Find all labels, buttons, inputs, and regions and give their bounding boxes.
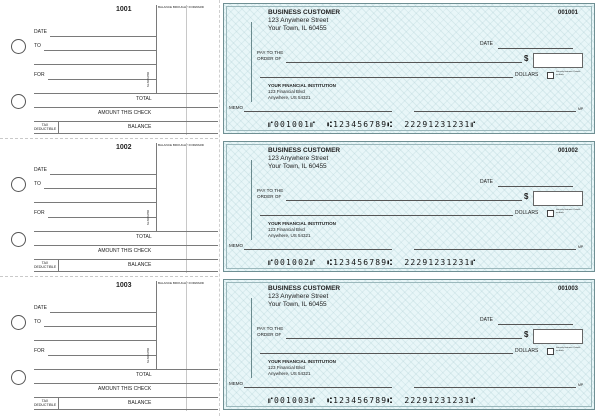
pay-to-order-label	[257, 326, 293, 338]
check-number-text: 001001	[558, 10, 579, 16]
stub-total-top-line	[34, 93, 218, 94]
stub-for-label: FOR	[34, 348, 45, 354]
stub-amount-column-line	[186, 281, 187, 411]
stub-to-line-2[interactable]	[34, 340, 156, 341]
stub-check-number: 1002	[116, 144, 132, 151]
customer-street: 123 Anywhere Street	[268, 17, 329, 24]
micr-check-number: ⑈001001⑈	[268, 120, 317, 129]
signature-mark: MP	[578, 383, 584, 387]
payee-line[interactable]	[286, 62, 522, 63]
check-date-label: DATE	[480, 41, 493, 47]
bank-street: 123 Financial Blvd	[268, 89, 305, 94]
stub-deposits-label: DEPOSITS	[146, 210, 150, 226]
stub-tax-deductible-text: TAX DEDUCTIBLE	[34, 261, 57, 270]
stub-to-line[interactable]	[44, 50, 156, 51]
stub-separator	[0, 138, 218, 139]
stub-check-number: 1001	[116, 6, 132, 13]
customer-name: BUSINESS CUSTOMER	[268, 285, 341, 292]
stub-separator	[0, 276, 218, 277]
amount-words-line[interactable]	[260, 353, 513, 354]
check-stub	[0, 276, 218, 414]
stub-balance-brought-forward-label: BALANCE BROUGHT FORWARD	[158, 5, 204, 9]
dollars-label: DOLLARS	[515, 210, 539, 216]
check-body	[223, 279, 595, 410]
check-stub	[0, 138, 218, 276]
stub-date-label: DATE	[34, 305, 47, 311]
binder-hole	[11, 370, 26, 385]
payee-bracket	[251, 298, 252, 378]
stub-amount-line	[34, 121, 218, 122]
stub-total-line	[34, 107, 218, 108]
bank-street: 123 Financial Blvd	[268, 365, 305, 370]
micr-check-number: ⑈001002⑈	[268, 258, 317, 267]
micr-account-number: 22291231231⑈	[404, 258, 477, 267]
security-note	[556, 209, 582, 214]
stub-date-line[interactable]	[50, 174, 156, 175]
stub-total-line	[34, 383, 218, 384]
pay-to-order-text: PAY TO THE ORDER OF	[257, 326, 284, 338]
stub-balance-brought-forward-label: BALANCE BROUGHT FORWARD	[158, 281, 204, 285]
payee-line[interactable]	[286, 338, 522, 339]
bank-city: Anywhere, US 54321	[268, 371, 311, 376]
stub-amount-column-line	[186, 143, 187, 273]
stub-deposit-column-line	[156, 143, 157, 231]
pay-to-order-text: PAY TO THE ORDER OF	[257, 50, 284, 62]
stub-deposit-column-line	[156, 281, 157, 369]
payee-bracket	[251, 22, 252, 102]
security-note	[556, 347, 582, 352]
stub-balance-label: BALANCE	[128, 262, 152, 268]
stub-date-label: DATE	[34, 167, 47, 173]
stub-to-label: TO	[34, 181, 41, 187]
amount-words-line[interactable]	[260, 77, 513, 78]
pay-to-order-text: PAY TO THE ORDER OF	[257, 188, 284, 200]
check-date-line[interactable]	[498, 324, 573, 325]
dollar-sign: $	[524, 54, 529, 63]
stub-amount-line	[34, 259, 218, 260]
dollars-label: DOLLARS	[515, 348, 539, 354]
stub-balance-label: BALANCE	[128, 400, 152, 406]
stub-total-line	[34, 245, 218, 246]
stub-to-line-2[interactable]	[34, 64, 156, 65]
stub-to-label: TO	[34, 319, 41, 325]
dollar-sign: $	[524, 192, 529, 201]
dollars-label: DOLLARS	[515, 72, 539, 78]
stub-check-number: 1003	[116, 282, 132, 289]
check-row	[0, 276, 600, 414]
stub-amount-this-check-label: AMOUNT THIS CHECK	[98, 386, 152, 392]
check-body	[223, 3, 595, 134]
security-note-text: Security features. Details on back.	[556, 209, 581, 214]
stub-deposits-label: DEPOSITS	[146, 72, 150, 88]
stub-amount-this-check-label: AMOUNT THIS CHECK	[98, 110, 152, 116]
security-note	[556, 71, 582, 76]
stub-tax-deductible-label	[34, 123, 56, 131]
check-stub	[0, 0, 218, 138]
stub-for-line[interactable]	[48, 217, 156, 218]
check-date-label: DATE	[480, 317, 493, 323]
bank-name: YOUR FINANCIAL INSTITUTION	[268, 221, 336, 226]
binder-hole	[11, 232, 26, 247]
stub-deposit-column-line	[156, 5, 157, 93]
stub-tax-divider	[58, 121, 59, 133]
bank-city: Anywhere, US 54321	[268, 233, 311, 238]
customer-name: BUSINESS CUSTOMER	[268, 147, 341, 154]
memo-line[interactable]	[244, 249, 392, 250]
stub-tax-deductible-text: TAX DEDUCTIBLE	[34, 399, 57, 408]
bank-name: YOUR FINANCIAL INSTITUTION	[268, 359, 336, 364]
micr-line	[268, 397, 477, 405]
bank-name: YOUR FINANCIAL INSTITUTION	[268, 83, 336, 88]
micr-line	[268, 121, 477, 129]
payee-line[interactable]	[286, 200, 522, 201]
signature-mark: MP	[578, 245, 584, 249]
stub-balance-label: BALANCE	[128, 124, 152, 130]
memo-label: MEMO	[229, 105, 243, 110]
check-number-text: 001002	[558, 148, 579, 154]
micr-check-number: ⑈001003⑈	[268, 396, 317, 405]
binder-hole	[11, 94, 26, 109]
stub-total-label: TOTAL	[136, 234, 152, 240]
check-row	[0, 138, 600, 276]
stub-total-top-line	[34, 231, 218, 232]
stub-balance-line	[34, 133, 218, 134]
stub-to-line-2[interactable]	[34, 202, 156, 203]
micr-account-number: 22291231231⑈	[404, 120, 477, 129]
security-lock-icon	[547, 210, 554, 217]
stub-to-line[interactable]	[44, 326, 156, 327]
check-date-label: DATE	[480, 179, 493, 185]
amount-box[interactable]	[533, 191, 583, 206]
signature-mark: MP	[578, 107, 584, 111]
stub-tax-divider	[58, 259, 59, 271]
stub-date-line[interactable]	[50, 312, 156, 313]
pay-to-order-label	[257, 188, 293, 200]
check-row	[0, 0, 600, 138]
binder-hole	[11, 177, 26, 192]
stub-balance-line	[34, 271, 218, 272]
stub-date-label: DATE	[34, 29, 47, 35]
binder-hole	[11, 39, 26, 54]
stub-for-line[interactable]	[48, 79, 156, 80]
amount-words-line[interactable]	[260, 215, 513, 216]
micr-routing-number: ⑆123456789⑆	[327, 258, 394, 267]
payee-bracket	[251, 160, 252, 240]
check-date-line[interactable]	[498, 186, 573, 187]
signature-line[interactable]	[414, 387, 576, 388]
bank-city: Anywhere, US 54321	[268, 95, 311, 100]
security-lock-icon	[547, 72, 554, 79]
micr-line	[268, 259, 477, 267]
memo-line[interactable]	[244, 387, 392, 388]
customer-name: BUSINESS CUSTOMER	[268, 9, 341, 16]
stub-balance-brought-forward-label: BALANCE BROUGHT FORWARD	[158, 143, 204, 147]
amount-box[interactable]	[533, 53, 583, 68]
security-note-text: Security features. Details on back.	[556, 71, 581, 76]
micr-routing-number: ⑆123456789⑆	[327, 396, 394, 405]
micr-account-number: 22291231231⑈	[404, 396, 477, 405]
signature-line[interactable]	[414, 249, 576, 250]
customer-city: Your Town, IL 60455	[268, 25, 327, 32]
check-date-line[interactable]	[498, 48, 573, 49]
customer-city: Your Town, IL 60455	[268, 301, 327, 308]
amount-box[interactable]	[533, 329, 583, 344]
micr-routing-number: ⑆123456789⑆	[327, 120, 394, 129]
stub-to-line[interactable]	[44, 188, 156, 189]
customer-street: 123 Anywhere Street	[268, 293, 329, 300]
stub-tax-deductible-label	[34, 399, 56, 407]
check-number-top	[558, 148, 578, 154]
check-number-top	[558, 10, 578, 16]
check-body	[223, 141, 595, 272]
stub-to-label: TO	[34, 43, 41, 49]
stub-amount-this-check-label: AMOUNT THIS CHECK	[98, 248, 152, 254]
security-note-text: Security features. Details on back.	[556, 347, 581, 352]
check-number-text: 001003	[558, 286, 579, 292]
memo-label: MEMO	[229, 381, 243, 386]
binder-hole	[11, 315, 26, 330]
customer-street: 123 Anywhere Street	[268, 155, 329, 162]
stub-total-top-line	[34, 369, 218, 370]
stub-deposits-label: DEPOSITS	[146, 348, 150, 364]
check-number-top	[558, 286, 578, 292]
stub-tax-deductible-text: TAX DEDUCTIBLE	[34, 123, 57, 132]
memo-label: MEMO	[229, 243, 243, 248]
stub-date-line[interactable]	[50, 36, 156, 37]
memo-line[interactable]	[244, 111, 392, 112]
bank-street: 123 Financial Blvd	[268, 227, 305, 232]
signature-line[interactable]	[414, 111, 576, 112]
stub-tax-deductible-label	[34, 261, 56, 269]
customer-city: Your Town, IL 60455	[268, 163, 327, 170]
stub-amount-line	[34, 397, 218, 398]
stub-for-line[interactable]	[48, 355, 156, 356]
stub-tax-divider	[58, 397, 59, 409]
stub-total-label: TOTAL	[136, 372, 152, 378]
stub-for-label: FOR	[34, 210, 45, 216]
security-lock-icon	[547, 348, 554, 355]
stub-for-label: FOR	[34, 72, 45, 78]
stub-balance-line	[34, 409, 218, 410]
stub-amount-column-line	[186, 5, 187, 135]
pay-to-order-label	[257, 50, 293, 62]
dollar-sign: $	[524, 330, 529, 339]
stub-total-label: TOTAL	[136, 96, 152, 102]
